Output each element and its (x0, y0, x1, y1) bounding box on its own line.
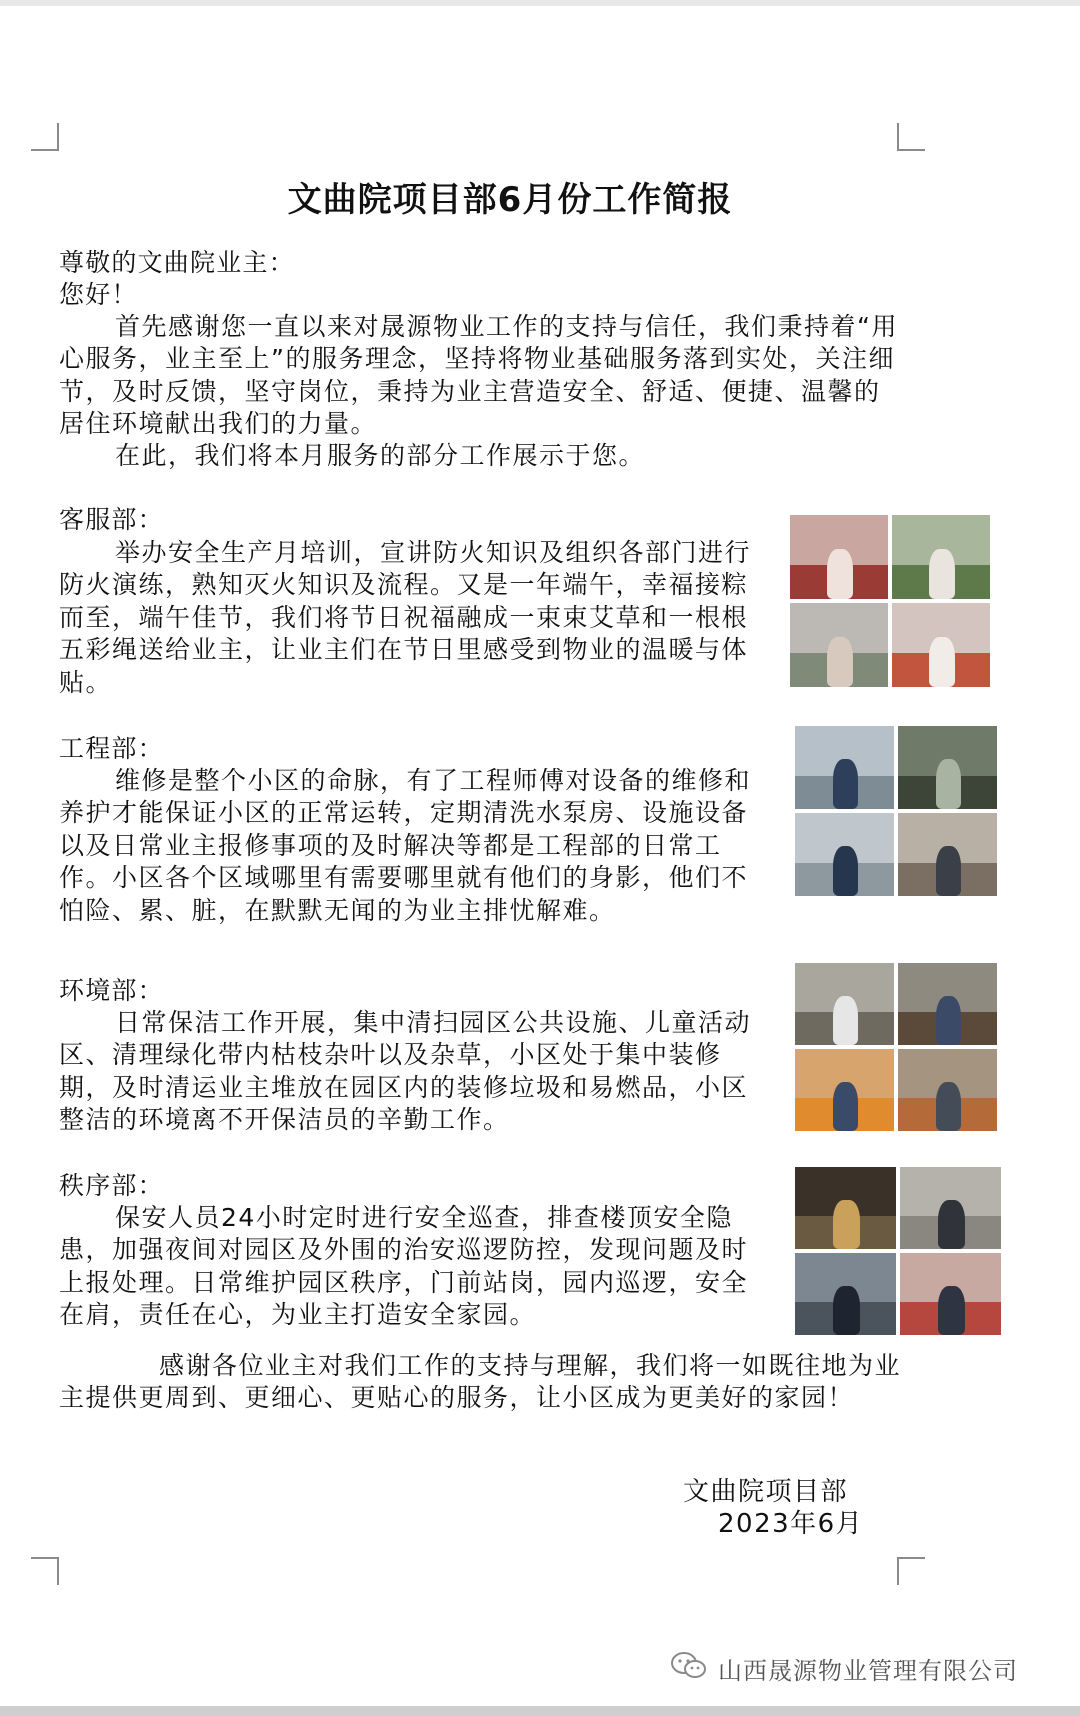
rooftop-check-photo (900, 1167, 1001, 1249)
intro-paragraph-2: 在此，我们将本月服务的部分工作展示于您。 (115, 441, 646, 470)
document-title: 文曲院项目部6月份工作简报 (287, 180, 733, 220)
pump-room-photo (795, 726, 894, 809)
corner-mark-bottom-right (897, 1557, 925, 1585)
playground-cleaning-photo (795, 1049, 894, 1131)
signature: 文曲院项目部 (683, 1477, 849, 1507)
volunteers-with-plants-photo (892, 515, 990, 599)
worker-in-shaft-photo (898, 813, 997, 896)
night-patrol-photo (795, 1167, 896, 1249)
section-heading-customer-service: 客服部： (59, 505, 164, 534)
photo-grid-customer-service (790, 515, 990, 687)
section-body-engineering: 维修是整个小区的命脉，有了工程师傅对设备的维修和养护才能保证小区的正常运转，定期清洗水泵房、设施设备以及日常业主报修事项的及时解决等都是工程部的日常工作。小区各个区域哪里有需要哪里就有他们的身影，他们不怕险、累、脏，在默默无闻的为业主排忧解难。 (59, 766, 752, 925)
staff-with-sashes-photo (892, 603, 990, 687)
cleaning-bench-photo (898, 963, 997, 1045)
footer-watermark (670, 1648, 1018, 1688)
bottom-edge (0, 1706, 1080, 1716)
child-receiving-gift-photo (790, 603, 888, 687)
corner-mark-top-right (897, 123, 925, 151)
section-heading-security: 秩序部： (59, 1171, 164, 1200)
top-edge (0, 0, 1080, 6)
section-body-customer-service: 举办安全生产月培训，宣讲防火知识及组织各部门进行防火演练，熟知灭火知识及流程。又是一年端午，幸福接粽而至，端午佳节，我们将节日祝福融成一束束艾草和一根根五彩绳送给业主，让业主们在节日里感受到物业的温暖与体贴。 (59, 538, 752, 697)
photo-grid-engineering (795, 726, 997, 896)
waste-removal-photo (898, 1049, 997, 1131)
corner-mark-top-left (31, 123, 59, 151)
cleaning-facilities-photo (795, 963, 894, 1045)
gate-guard-photo (900, 1253, 1001, 1335)
training-event-photo (790, 515, 888, 599)
technician-at-panel-photo (795, 813, 894, 896)
document-date: 2023年6月 (718, 1509, 864, 1539)
photo-grid-environment (795, 963, 997, 1131)
corner-mark-bottom-left (31, 1557, 59, 1585)
pipes-inspection-photo (898, 726, 997, 809)
closing-paragraph: 感谢各位业主对我们工作的支持与理解，我们将一如既往地为业主提供更周到、更细心、更贴心的服务，让小区成为更美好的家园！ (59, 1351, 902, 1413)
wechat-icon (670, 1650, 708, 1686)
section-body-environment: 日常保洁工作开展，集中清扫园区公共设施、儿童活动区、清理绿化带内枯枝杂叶以及杂草，小区处于集中装修期，及时清运业主堆放在园区内的装修垃圾和易燃品，小区整洁的环境离不开保洁员的辛勤工作。 (59, 1008, 752, 1135)
monitoring-room-photo (795, 1253, 896, 1335)
intro-paragraph: 首先感谢您一直以来对晟源物业工作的支持与信任，我们秉持着“用心服务，业主至上”的服务理念，坚持将物业基础服务落到实处，关注细节，及时反馈，坚守岗位，秉持为业主营造安全、舒适、便捷、温馨的居住环境献出我们的力量。 (59, 312, 898, 439)
section-heading-engineering: 工程部： (59, 734, 164, 763)
section-heading-environment: 环境部： (59, 976, 164, 1005)
salutation: 尊敬的文曲院业主： (59, 248, 295, 277)
wechat-account-name: 山西晟源物业管理有限公司 (718, 1656, 1018, 1685)
photo-grid-security (795, 1167, 1001, 1335)
greeting: 您好！ (59, 280, 138, 309)
section-body-security: 保安人员24小时定时进行安全巡查，排查楼顶安全隐患，加强夜间对园区及外围的治安巡逻防控，发现问题及时上报处理。日常维护园区秩序，门前站岗，园内巡逻，安全在肩，责任在心，为业主打造安全家园。 (59, 1203, 749, 1330)
